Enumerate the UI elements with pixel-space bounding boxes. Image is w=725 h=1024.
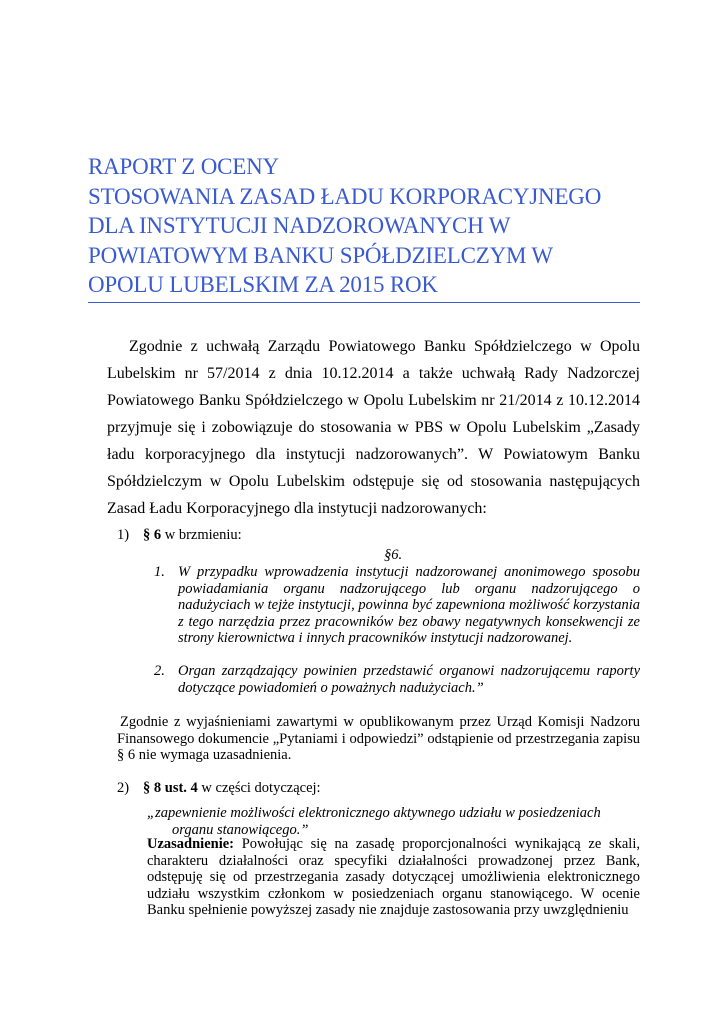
- title-line: RAPORT Z OCENY: [88, 154, 279, 179]
- quoted-rule: [147, 805, 640, 838]
- section-suffix: w części dotyczącej:: [197, 780, 321, 796]
- list-number: 1): [117, 527, 130, 543]
- intro-paragraph: Zgodnie z uchwałą Zarządu Powiatowego Banku Spółdzielczego w Opolu Lubelskim nr 57/2014 z dnia 10.12.2014 a także uchwałą Rady Nadzorczej Powiatowego Banku Spółdzielczego w Opolu Lubelskim nr 21/2014 z 10.12.2014 przyjmuje się i zobowiązuje do stosowania w PBS w Opolu Lubelskim „Zasady ładu korporacyjnego dla instytucji nadzorowanych”. W Powiatowym Banku Spółdzielczym w Opolu Lubelskim odstępuje się od stosowania następujących Zasad Ładu Korporacyjnego dla instytucji nadzorowanych:: [107, 338, 640, 517]
- point-text: W przypadku wprowadzenia instytucji nadzorowanej anonimowego sposobu powiadamiania organu nadzorującego lub organu nadzorującego o nadużyciach w tejże instytucji, powinna być zapewniona możliwość korzystania z tego narzędzia przez pracowników bez obawy negatywnych konsekwencji ze strony kierownictwa i innych pracowników instytucji nadzorowanej.: [178, 564, 640, 646]
- quote-point-1: [154, 564, 640, 647]
- justification-paragraph: [147, 836, 640, 919]
- quote-heading: §6.: [384, 547, 403, 563]
- explanation-paragraph: Zgodnie z wyjaśnieniami zawartymi w opublikowanym przez Urząd Komisji Nadzoru Finansowego dokumencie „Pytaniami i odpowiedzi” odstąpienie od przestrzegania zapisu § 6 nie wymaga uzasadnienia.: [117, 714, 640, 763]
- title-line: POWIATOWYM BANKU SPÓŁDZIELCZYM W: [88, 242, 553, 268]
- justification-text: Powołując się na zasadę proporcjonalności wynikającą ze skali, charakteru działalności oraz specyfiki działalności prowadzonej przez Bank, odstępuję się od przestrzegania zasady dotyczącej umożliwienia elektronicznego udziału wszystkim członkom w posiedzeniach organu stanowiącego. W ocenie Banku spełnienie powyższej zasady nie znajduje zastosowania przy uwzględnieniu: [147, 836, 640, 918]
- list-number: 2): [117, 780, 130, 796]
- point-number: 1.: [154, 564, 165, 580]
- title-line: STOSOWANIA ZASAD ŁADU KORPORACYJNEGO: [88, 183, 602, 209]
- section-ref: § 6: [143, 527, 162, 543]
- document-title: [88, 152, 640, 303]
- section-ref: § 8 ust. 4: [143, 780, 198, 796]
- point-text: Organ zarządzający powinien przedstawić organowi nadzorującemu raporty dotyczące powiadomień o poważnych nadużyciach.”: [178, 663, 640, 696]
- section-suffix: w brzmieniu:: [161, 527, 242, 543]
- title-line: OPOLU LUBELSKIM ZA 2015 ROK: [88, 272, 438, 297]
- quote-line: organu stanowiącego.”: [172, 821, 309, 838]
- list-item-2-heading: [117, 780, 321, 797]
- quote-line: „zapewnienie możliwości elektronicznego aktywnego udziału w posiedzeniach: [147, 805, 601, 821]
- list-item-1-heading: [117, 527, 242, 544]
- quote-point-2: [154, 663, 640, 696]
- justification-label: Uzasadnienie:: [147, 836, 234, 852]
- point-number: 2.: [154, 663, 165, 679]
- title-line: DLA INSTYTUCJI NADZOROWANYCH W: [88, 213, 511, 238]
